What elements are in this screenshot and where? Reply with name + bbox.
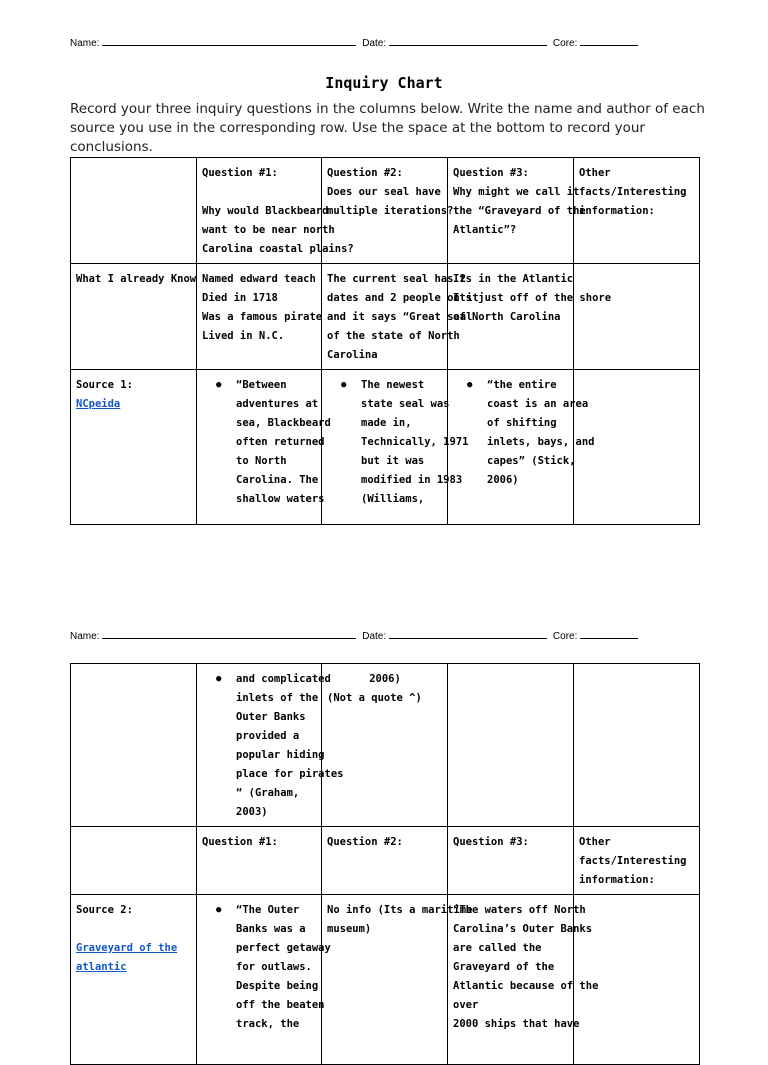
other-info-cell: Other facts/Interesting information:	[574, 158, 700, 264]
core-label: Core:	[552, 38, 578, 49]
list-item: ● The newest state seal was made in, Technically, 1971 but it was modified in 1983 (Williams,	[361, 376, 443, 509]
page1-header	[70, 36, 641, 50]
source1-q2-cell	[322, 370, 469, 525]
source1-q1-cell	[197, 370, 331, 525]
page-title: Inquiry Chart	[325, 74, 443, 92]
know-q2-cell: The current seal has 2 dates and 2 people on it and it says “Great seal of the state of North Carolina	[322, 264, 448, 370]
row-label-source-2: Source 2: Graveyard of the atlantic	[71, 895, 197, 1065]
table-row	[71, 827, 700, 895]
cont-q1-cell	[197, 664, 344, 827]
know-q3-cell: Its in the Atlantic Its just off of the shore of North Carolina	[448, 264, 574, 370]
row-label-source-1: Source 1: NCpeida	[71, 370, 197, 525]
source2-q1-cell	[197, 895, 331, 1065]
name-label: Name:	[70, 38, 100, 49]
date-field[interactable]	[389, 36, 547, 46]
inquiry-chart-page2	[70, 663, 700, 1065]
question-1-cell: Question #1: Why would Blackbeard want to be near north Carolina coastal plains?	[197, 158, 322, 264]
corner-cell	[71, 158, 197, 264]
instructions: Record your three inquiry questions in the columns below. Write the name and author of each source you use in the corresponding row. Use the space at the bottom to record your conclusions.	[70, 101, 705, 155]
cont-other-cell	[574, 664, 700, 827]
name-field[interactable]	[102, 36, 356, 46]
know-q1-cell: Named edward teach Died in 1718 Was a famous pirate Lived in N.C.	[197, 264, 322, 370]
source-2-link-cont[interactable]: atlantic	[76, 961, 127, 973]
name-label: Name:	[70, 631, 100, 642]
question-3-cell: Question #3: Why might we call it the “Graveyard of the Atlantic”?	[448, 158, 574, 264]
core-field[interactable]	[580, 629, 638, 639]
list-item: ● and complicated inlets of the Outer Banks provided a popular hiding place for pirates “ (Graham, 2003)	[236, 670, 317, 822]
name-field[interactable]	[102, 629, 356, 639]
cont-q3-cell	[448, 664, 574, 827]
inquiry-chart-page1	[70, 157, 700, 525]
question-1-header: Question #1:	[197, 827, 322, 895]
question-2-cell: Question #2: Does our seal have multiple iterations?	[322, 158, 448, 264]
list-item: ● “the entire coast is an area of shifting inlets, bays, and capes” (Stick, 2006)	[487, 376, 569, 490]
source-1-link[interactable]: NCpeida	[76, 398, 121, 410]
corner-cell	[71, 827, 197, 895]
date-field[interactable]	[389, 629, 547, 639]
other-info-header: Other facts/Interesting information:	[574, 827, 700, 895]
row-label-know: What I already Know	[71, 264, 197, 370]
source2-q3-cell: “The waters off North Carolina’s Outer Banks are called the Graveyard of the Atlantic because of the over 2000 ships that have	[448, 895, 574, 1065]
table-row	[71, 264, 700, 370]
core-field[interactable]	[580, 36, 638, 46]
cont-label-cell	[71, 664, 197, 827]
core-label: Core:	[552, 631, 578, 642]
source-2-link[interactable]: Graveyard of the	[76, 942, 178, 954]
table-row	[71, 370, 700, 525]
question-2-header: Question #2:	[322, 827, 448, 895]
list-item: ● “The Outer Banks was a perfect getaway for outlaws. Despite being off the beaten track, the	[236, 901, 317, 1034]
know-other-cell	[574, 264, 700, 370]
table-row	[71, 664, 700, 827]
table-row	[71, 158, 700, 264]
question-3-header: Question #3:	[448, 827, 574, 895]
page2-header	[70, 629, 641, 643]
table-row	[71, 895, 700, 1065]
date-label: Date:	[362, 38, 387, 49]
source2-q2-cell: No info (Its a maritime museum)	[322, 895, 448, 1065]
list-item: ● “Between adventures at sea, Blackbeard often returned to North Carolina. The shallow waters	[236, 376, 317, 509]
cont-q2-cell: 2006) (Not a quote ^)	[322, 664, 448, 827]
date-label: Date:	[362, 631, 387, 642]
